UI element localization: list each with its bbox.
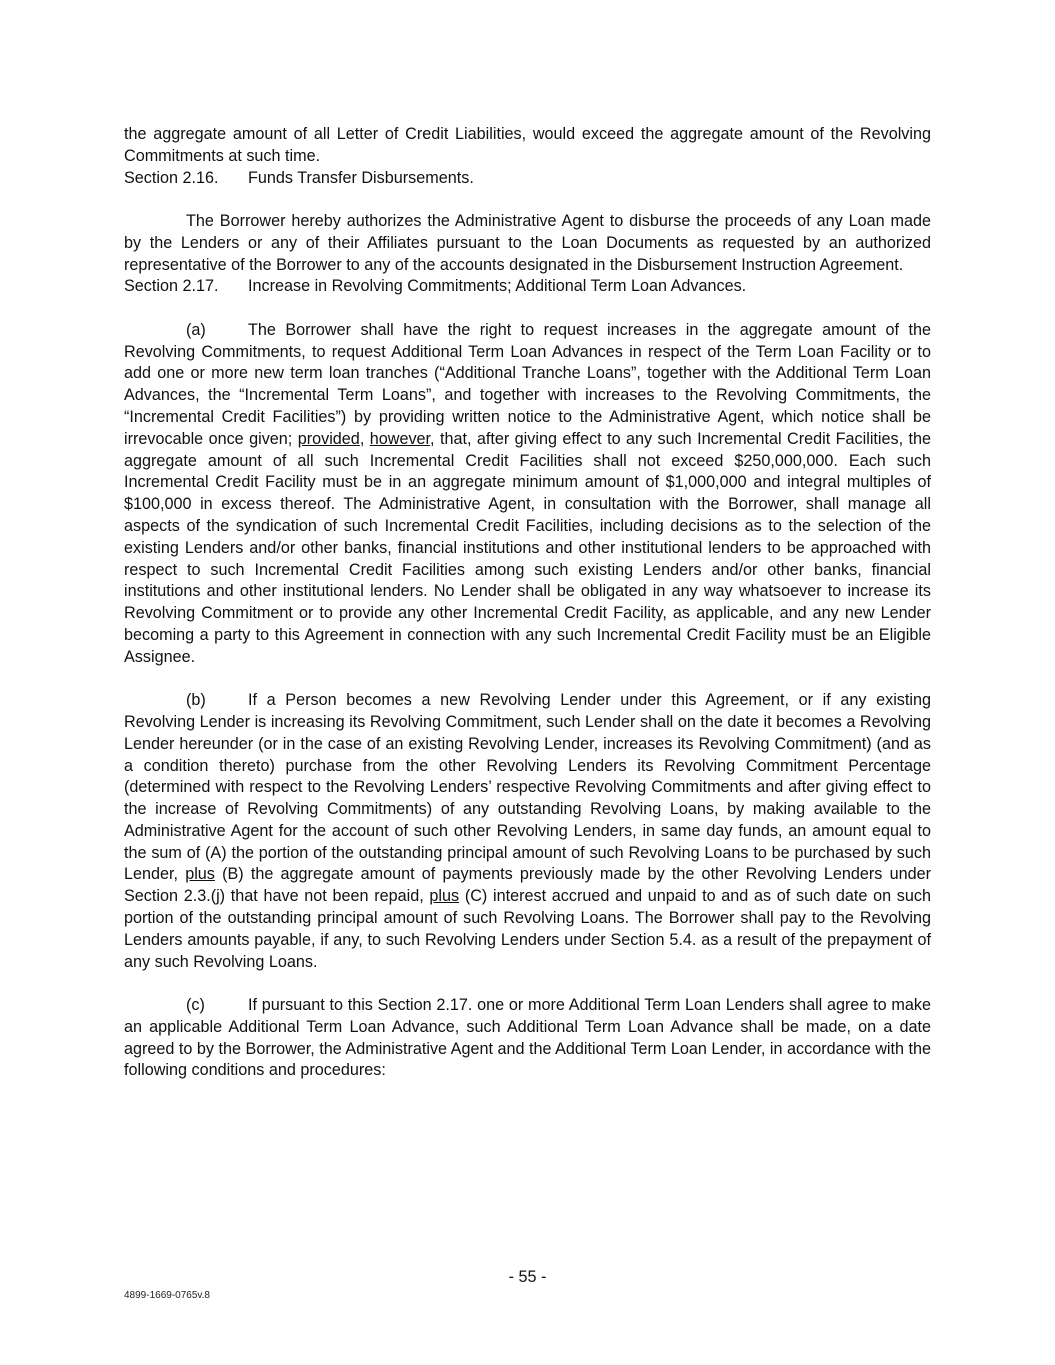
page-number: - 55 -	[508, 1268, 547, 1286]
section-2-16-paragraph: The Borrower hereby authorizes the Administrative Agent to disburse the proceeds of any Loan made by the Lenders or any of their Affiliates pursuant to the Loan Documents as requested by an authorized representative of the Borrower to any of the accounts designated in the Disbursement Instruction Agreement.	[124, 211, 931, 274]
clause-text: (C) interest accrued and unpaid to and as of such date on such portion of the outstanding principal amount of such Revolving Loans. The Borrower shall pay to the Revolving Lenders amounts payable, if any, to such Revolving Lenders under Section 5.4. as a result of the prepayment of any such Revolving Loans.	[124, 887, 932, 971]
clause-label: (c)	[186, 996, 205, 1015]
clause-c-paragraph	[124, 995, 931, 1082]
clause-b-paragraph	[124, 690, 931, 973]
clause-label: (a)	[186, 320, 206, 339]
plus-term: plus	[429, 887, 460, 906]
clause-text: The Borrower shall have the right to request increases in the aggregate amount of the Revolving Commitments, to request Additional Term Loan Advances in respect of the Term Loan Facility or to add one or more new term loan tranches (“Additional Tranche Loans”, together with the Additional Term Loan Advances, the “Incremental Term Loans”, and together with increases to the Revolving Commitments, the “Incremental Credit Facilities”) by providing written notice to the Administrative Agent, which notice shall be irrevocable once given;	[124, 320, 931, 448]
plus-term: plus	[185, 865, 215, 884]
clause-text: (B) the aggregate amount of payments previously made by the other Revolving Lenders under Section 2.3.(j) that have not been repaid,	[124, 865, 931, 906]
clause-a-paragraph	[124, 320, 931, 669]
section-title: Increase in Revolving Commitments; Additional Term Loan Advances.	[248, 277, 747, 296]
section-heading-2-17	[124, 276, 931, 298]
clause-text: If pursuant to this Section 2.17. one or more Additional Term Loan Lenders shall agree to make an applicable Additional Term Loan Advance, such Additional Term Loan Advance shall be made, on a date agreed to by the Borrower, the Administrative Agent and the Additional Term Loan Lender, in accordance with the following conditions and procedures:	[124, 996, 931, 1080]
section-title: Funds Transfer Disbursements.	[248, 168, 474, 187]
provided-term: provided	[297, 429, 360, 448]
however-term: however	[369, 429, 431, 448]
section-number: Section 2.16.	[124, 168, 219, 187]
continuation-paragraph: the aggregate amount of all Letter of Credit Liabilities, would exceed the aggregate amount of the Revolving Commitments at such time.	[124, 125, 931, 165]
clause-text: If a Person becomes a new Revolving Lender under this Agreement, or if any existing Revolving Lender is increasing its Revolving Commitment, such Lender shall on the date it becomes a Revolving Lender hereunder (or in the case of an existing Revolving Lender, increases its Revolving Commitment) (and as a condition thereto) purchase from the other Revolving Lenders its Revolving Commitment Percentage (determined with respect to the Revolving Lenders’ respective Revolving Commitments and after giving effect to the increase of Revolving Commitments) of any outstanding Revolving Loans, by making available to the Administrative Agent for the account of such other Revolving Lenders, in same day funds, an amount equal to the sum of (A) the portion of the outstanding principal amount of such Revolving Loans to be purchased by such Lender,	[124, 691, 931, 884]
clause-text: , that, after giving effect to any such Incremental Credit Facilities, the aggregate amount of all such Incremental Credit Facilities shall not exceed $250,000,000. Each such Incremental Credit Facility must be in an aggregate minimum amount of $1,000,000 and integral multiples of $100,000 in excess thereof. The Administrative Agent, in consultation with the Borrower, shall manage all aspects of the syndication of such Incremental Credit Facilities, including decisions as to the selection of the existing Lenders and/or other banks, financial institutions and other institutional lenders to be approached with respect to such Incremental Credit Facilities among such existing Lenders and/or other banks, financial institutions and other institutional lenders. No Lender shall be obligated in any way whatsoever to increase its Revolving Commitment or to provide any other Incremental Credit Facility, as applicable, and any new Lender becoming a party to this Agreement in connection with any such Incremental Credit Facility must be an Eligible Assignee.	[124, 429, 932, 666]
clause-label: (b)	[186, 691, 206, 710]
section-heading-2-16	[124, 168, 931, 190]
clause-punctuation: ,	[359, 429, 365, 448]
section-number: Section 2.17.	[124, 277, 219, 296]
document-page	[124, 124, 931, 1082]
document-id: 4899-1669-0765v.8	[124, 1290, 210, 1301]
